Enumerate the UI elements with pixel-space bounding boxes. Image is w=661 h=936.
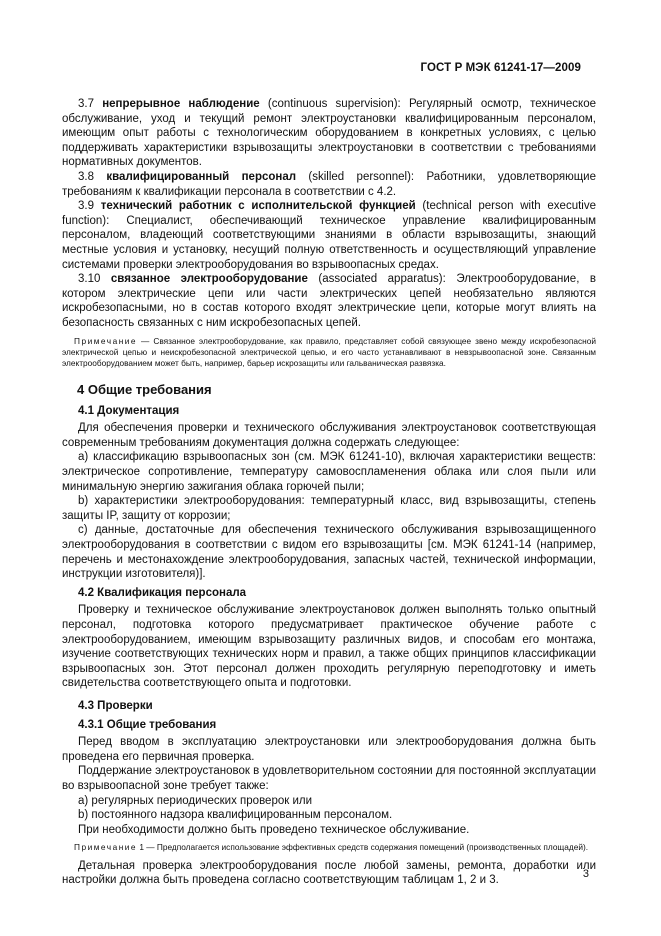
paragraph: Проверку и техническое обслуживание электроустановок должен выполнять только опытный персонал, подготовка которого предусматривает практическое обучение работе с электрооборудованием, имеющим взрывозащиту различных видов, и способам его монтажа, изучение соответствующих технических норм и правил, а также общих принципов классификации взрывоопасных зон. Этот персонал должен проходить регулярную переподготовку и иметь свидетельства соответствующего опыта и подготовки. (62, 604, 596, 690)
list-item: а) регулярных периодических проверок или (78, 794, 313, 807)
paragraph: При необходимости должно быть проведено техническое обслуживание. (78, 823, 470, 836)
definition-text: (technical person with executive function): Специалист, обеспечивающий техническое управление квалифицированным персоналом, владеющий соответствующими знаниями в области взрывозащиты, знающий местные условия и установку, несущий полную ответственность и осуществляющий управление системами проверки электрооборудования во взрывоопасных средах. (62, 200, 596, 271)
section-title: 4 Общие требования (77, 382, 212, 398)
note-label: Примечание (74, 842, 138, 853)
note-text: — Связанное электрооборудование, как правило, представляет собой связующее звено между искробезопасной электрической цепью и неискробезопасной электрической цепью, и его часто устанавливают в невзрывоопасной зоне. Связанным электрооборудованием может быть, например, барьер искрозащиты или гальваническая развязка. (62, 335, 596, 368)
list-item: b) характеристики электрооборудования: температурный класс, вид взрывозащиты, степень защиты IP, защиту от коррозии; (62, 495, 596, 522)
note-label: Примечание (74, 335, 138, 346)
term: технический работник с исполнительской функцией (100, 200, 416, 213)
page-number: 3 (582, 868, 589, 880)
definition-3-7 (62, 97, 596, 170)
list-item: b) постоянного надзора квалифицированным персоналом. (78, 809, 393, 822)
term: квалифицированный персонал (106, 170, 297, 183)
clause-number: 3.7 (78, 98, 94, 110)
definition-text: (continuous supervision): Регулярный осмотр, техническое обслуживание, уход и текущий ремонт электроустановки квалифицированным персоналом, имеющим опыт работы с технологическим оборудованием в конкретных условиях, с целью поддерживать характеристики взрывозащиты электроустановки в соответствии с требованиями нормативных документов. (62, 98, 596, 169)
clause-number: 3.10 (78, 273, 101, 286)
definition-3-8 (62, 170, 596, 199)
page-content (62, 97, 596, 888)
definition-text: (skilled personnel): Работники, удовлетворяющие требованиям к квалификации персонала в соответствии с 4.2. (62, 170, 597, 198)
paragraph: Поддержание электроустановок в удовлетворительном состоянии для постоянной эксплуатации во взрывоопасной зоне требует также: (62, 765, 596, 792)
subsection-title-4-3-1: 4.3.1 Общие требования (78, 718, 217, 731)
note-1 (62, 842, 596, 853)
term: связанное электрооборудование (110, 273, 308, 286)
subsection-title-4-3: 4.3 Проверки (78, 699, 153, 712)
paragraph: Перед вводом в эксплуатацию электроустановки или электрооборудования должна быть проведена его первичная проверка. (62, 736, 596, 763)
clause-number: 3.9 (78, 200, 94, 213)
definition-3-9 (62, 199, 596, 272)
paragraph: Детальная проверка электрооборудования после любой замены, ремонта, доработки или настройки должна быть проведена согласно соответствующим таблицам 1, 2 и 3. (62, 859, 596, 887)
definition-3-10 (62, 272, 596, 330)
definition-text: (associated apparatus): Электрооборудование, в котором электрические цепи или части электрических цепей необязательно являются искробезопасными, но в состав которого входят электрические цепи, которые могут влиять на безопасность связанных с ним искробезопасных цепей. (62, 273, 596, 329)
note-associated-apparatus (62, 336, 596, 370)
list-item: а) классификацию взрывоопасных зон (см. МЭК 61241-10), включая характеристики веществ: электрическое сопротивление, температуру самовоспламенения облака или слоя пыли или минимальную энергию зажигания облака горючей пыли; (62, 451, 596, 493)
clause-number: 3.8 (78, 170, 94, 183)
term: непрерывное наблюдение (102, 98, 260, 110)
subsection-title-4-2: 4.2 Квалификация персонала (78, 586, 247, 599)
list-item: с) данные, достаточные для обеспечения технического обслуживания взрывозащищенного электрооборудования в соответствии с видом его взрывозащиты [см. МЭК 61241-14 (например, перечень и местонахождение электрооборудования, запасных частей, технической информации, инструкции изготовителя)]. (62, 524, 596, 581)
paragraph: Для обеспечения проверки и технического обслуживания электроустановок соответствующая современным требованиям документация должна содержать следующее: (62, 422, 596, 449)
subsection-title-4-1: 4.1 Документация (78, 404, 180, 417)
document-header: ГОСТ Р МЭК 61241-17—2009 (420, 62, 581, 74)
note-text: 1 — Предполагается использование эффективных средств содержания помещений (производственных площадей). (139, 842, 589, 853)
